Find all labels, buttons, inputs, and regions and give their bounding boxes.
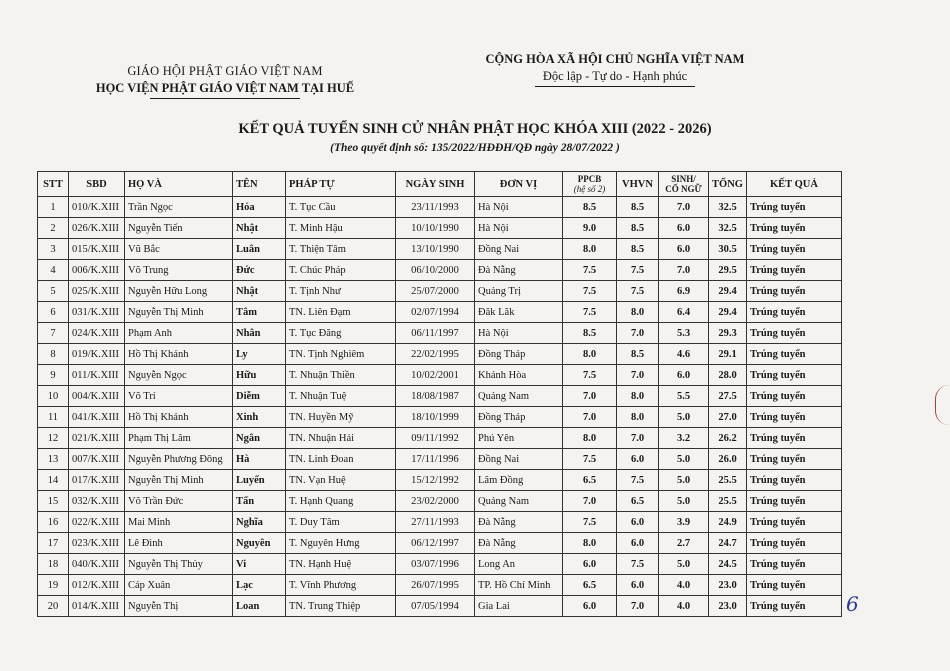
cell-ket-qua: Trúng tuyển xyxy=(747,323,842,344)
cell-ppcb: 7.0 xyxy=(563,407,617,428)
cell-ket-qua: Trúng tuyển xyxy=(747,239,842,260)
cell-ten: Lạc xyxy=(233,575,286,596)
cell-phap-tu: T. Vĩnh Phương xyxy=(286,575,396,596)
cell-vhvn: 8.5 xyxy=(617,344,659,365)
cell-ten: Luân xyxy=(233,239,286,260)
cell-ket-qua: Trúng tuyển xyxy=(747,365,842,386)
cell-ngay-sinh: 27/11/1993 xyxy=(396,512,475,533)
cell-vhvn: 7.5 xyxy=(617,554,659,575)
cell-ten: Ngân xyxy=(233,428,286,449)
cell-don-vi: Quảng Trị xyxy=(475,281,563,302)
cell-ppcb: 8.0 xyxy=(563,239,617,260)
cell-phap-tu: TN. Nhuận Hải xyxy=(286,428,396,449)
cell-ngay-sinh: 23/11/1993 xyxy=(396,197,475,218)
cell-don-vi: Hà Nội xyxy=(475,323,563,344)
col-vhvn: VHVN xyxy=(617,172,659,197)
cell-sbd: 031/K.XIII xyxy=(69,302,125,323)
cell-ho-va: Nguyễn Thị xyxy=(125,596,233,617)
col-stt: STT xyxy=(38,172,69,197)
cell-sinh-co-ngu: 5.0 xyxy=(659,491,709,512)
cell-ngay-sinh: 18/10/1999 xyxy=(396,407,475,428)
cell-ppcb: 6.5 xyxy=(563,470,617,491)
cell-vhvn: 6.5 xyxy=(617,491,659,512)
cell-ket-qua: Trúng tuyển xyxy=(747,302,842,323)
table-row xyxy=(38,386,842,407)
cell-ket-qua: Trúng tuyển xyxy=(747,281,842,302)
cell-don-vi: Khánh Hòa xyxy=(475,365,563,386)
cell-don-vi: Long An xyxy=(475,554,563,575)
table-row xyxy=(38,449,842,470)
cell-tong: 25.5 xyxy=(709,491,747,512)
cell-ten: Tâm xyxy=(233,302,286,323)
cell-don-vi: Hà Nội xyxy=(475,197,563,218)
cell-ngay-sinh: 03/07/1996 xyxy=(396,554,475,575)
cell-ppcb: 8.5 xyxy=(563,197,617,218)
cell-ket-qua: Trúng tuyển xyxy=(747,407,842,428)
cell-stt: 2 xyxy=(38,218,69,239)
cell-ho-va: Võ Trung xyxy=(125,260,233,281)
motto: Độc lập - Tự do - Hạnh phúc xyxy=(542,69,688,83)
cell-stt: 10 xyxy=(38,386,69,407)
cell-ket-qua: Trúng tuyển xyxy=(747,218,842,239)
header-left xyxy=(80,64,370,99)
cell-vhvn: 8.5 xyxy=(617,197,659,218)
cell-vhvn: 6.0 xyxy=(617,533,659,554)
cell-don-vi: Lâm Đồng xyxy=(475,470,563,491)
page-number: 6 xyxy=(846,592,859,616)
cell-vhvn: 7.0 xyxy=(617,365,659,386)
cell-vhvn: 8.0 xyxy=(617,386,659,407)
col-ppcb xyxy=(563,172,617,197)
cell-ho-va: Nguyễn Thị Thủy xyxy=(125,554,233,575)
cell-sinh-co-ngu: 5.5 xyxy=(659,386,709,407)
cell-sbd: 025/K.XIII xyxy=(69,281,125,302)
cell-stt: 4 xyxy=(38,260,69,281)
cell-don-vi: Đà Nẵng xyxy=(475,533,563,554)
cell-sinh-co-ngu: 4.6 xyxy=(659,344,709,365)
cell-sbd: 019/K.XIII xyxy=(69,344,125,365)
cell-tong: 27.0 xyxy=(709,407,747,428)
cell-vhvn: 6.0 xyxy=(617,449,659,470)
results-table xyxy=(37,171,842,617)
cell-ngay-sinh: 17/11/1996 xyxy=(396,449,475,470)
cell-ten: Xinh xyxy=(233,407,286,428)
cell-ngay-sinh: 06/11/1997 xyxy=(396,323,475,344)
cell-stt: 13 xyxy=(38,449,69,470)
cell-stt: 19 xyxy=(38,575,69,596)
cell-ket-qua: Trúng tuyển xyxy=(747,428,842,449)
cell-tong: 23.0 xyxy=(709,575,747,596)
cell-ngay-sinh: 02/07/1994 xyxy=(396,302,475,323)
cell-ket-qua: Trúng tuyển xyxy=(747,533,842,554)
cell-ten: Hữu xyxy=(233,365,286,386)
cell-ket-qua: Trúng tuyển xyxy=(747,386,842,407)
margin-mark xyxy=(935,385,950,425)
cell-ho-va: Mai Minh xyxy=(125,512,233,533)
cell-stt: 7 xyxy=(38,323,69,344)
cell-ppcb: 8.0 xyxy=(563,428,617,449)
cell-phap-tu: TN. Tịnh Nghiêm xyxy=(286,344,396,365)
cell-sbd: 022/K.XIII xyxy=(69,512,125,533)
cell-vhvn: 8.5 xyxy=(617,239,659,260)
cell-phap-tu: T. Nhuận Thiền xyxy=(286,365,396,386)
cell-don-vi: Đồng Tháp xyxy=(475,407,563,428)
cell-ho-va: Trần Ngọc xyxy=(125,197,233,218)
cell-stt: 9 xyxy=(38,365,69,386)
cell-don-vi: Gia Lai xyxy=(475,596,563,617)
cell-stt: 8 xyxy=(38,344,69,365)
cell-phap-tu: TN. Liên Đạm xyxy=(286,302,396,323)
country-name: CỘNG HÒA XÃ HỘI CHỦ NGHĨA VIỆT NAM xyxy=(485,52,745,66)
table-row xyxy=(38,407,842,428)
cell-ppcb: 7.5 xyxy=(563,449,617,470)
cell-stt: 11 xyxy=(38,407,69,428)
cell-ho-va: Phạm Thị Lâm xyxy=(125,428,233,449)
cell-tong: 26.2 xyxy=(709,428,747,449)
cell-ten: Ly xyxy=(233,344,286,365)
cell-phap-tu: TN. Trung Thiệp xyxy=(286,596,396,617)
cell-sbd: 010/K.XIII xyxy=(69,197,125,218)
cell-sinh-co-ngu: 5.0 xyxy=(659,407,709,428)
cell-ho-va: Cáp Xuân xyxy=(125,575,233,596)
cell-vhvn: 6.0 xyxy=(617,575,659,596)
cell-phap-tu: T. Nguyên Hưng xyxy=(286,533,396,554)
cell-don-vi: Đồng Nai xyxy=(475,239,563,260)
cell-ket-qua: Trúng tuyển xyxy=(747,596,842,617)
cell-phap-tu: T. Duy Tâm xyxy=(286,512,396,533)
cell-sbd: 012/K.XIII xyxy=(69,575,125,596)
cell-ket-qua: Trúng tuyển xyxy=(747,344,842,365)
cell-stt: 6 xyxy=(38,302,69,323)
table-row xyxy=(38,323,842,344)
cell-ket-qua: Trúng tuyển xyxy=(747,470,842,491)
cell-don-vi: TP. Hồ Chí Minh xyxy=(475,575,563,596)
cell-ppcb: 8.5 xyxy=(563,323,617,344)
cell-phap-tu: TN. Huyền Mỹ xyxy=(286,407,396,428)
cell-ppcb: 6.0 xyxy=(563,554,617,575)
cell-sbd: 006/K.XIII xyxy=(69,260,125,281)
cell-vhvn: 7.5 xyxy=(617,260,659,281)
cell-stt: 17 xyxy=(38,533,69,554)
cell-sinh-co-ngu: 5.3 xyxy=(659,323,709,344)
cell-sinh-co-ngu: 6.0 xyxy=(659,365,709,386)
cell-sbd: 014/K.XIII xyxy=(69,596,125,617)
cell-ten: Tấn xyxy=(233,491,286,512)
table-row xyxy=(38,428,842,449)
col-ho-va: HỌ VÀ xyxy=(125,172,233,197)
table-row xyxy=(38,260,842,281)
cell-tong: 32.5 xyxy=(709,197,747,218)
cell-sinh-co-ngu: 4.0 xyxy=(659,596,709,617)
cell-ppcb: 8.0 xyxy=(563,533,617,554)
cell-phap-tu: TN. Hạnh Huệ xyxy=(286,554,396,575)
cell-sinh-co-ngu: 7.0 xyxy=(659,260,709,281)
cell-ngay-sinh: 15/12/1992 xyxy=(396,470,475,491)
cell-tong: 26.0 xyxy=(709,449,747,470)
cell-sinh-co-ngu: 4.0 xyxy=(659,575,709,596)
col-tong: TỔNG xyxy=(709,172,747,197)
table-row xyxy=(38,533,842,554)
cell-ten: Nhật xyxy=(233,281,286,302)
table-header-row xyxy=(38,172,842,197)
cell-ngay-sinh: 22/02/1995 xyxy=(396,344,475,365)
table-row xyxy=(38,491,842,512)
cell-ppcb: 9.0 xyxy=(563,218,617,239)
cell-sinh-co-ngu: 6.4 xyxy=(659,302,709,323)
cell-ket-qua: Trúng tuyển xyxy=(747,491,842,512)
cell-sinh-co-ngu: 3.2 xyxy=(659,428,709,449)
table-row xyxy=(38,218,842,239)
cell-ppcb: 7.5 xyxy=(563,365,617,386)
cell-tong: 29.3 xyxy=(709,323,747,344)
cell-tong: 29.4 xyxy=(709,302,747,323)
cell-ten: Hà xyxy=(233,449,286,470)
cell-ngay-sinh: 23/02/2000 xyxy=(396,491,475,512)
cell-ten: Luyến xyxy=(233,470,286,491)
col-phap-tu: PHÁP TỰ xyxy=(286,172,396,197)
cell-tong: 29.5 xyxy=(709,260,747,281)
table-row xyxy=(38,281,842,302)
col-ppcb-label: PPCB xyxy=(577,174,602,184)
cell-vhvn: 8.5 xyxy=(617,218,659,239)
col-don-vi: ĐƠN VỊ xyxy=(475,172,563,197)
cell-ten: Nhật xyxy=(233,218,286,239)
cell-ho-va: Nguyễn Ngọc xyxy=(125,365,233,386)
cell-sbd: 011/K.XIII xyxy=(69,365,125,386)
table-row xyxy=(38,365,842,386)
cell-sbd: 041/K.XIII xyxy=(69,407,125,428)
cell-ppcb: 7.5 xyxy=(563,512,617,533)
cell-tong: 28.0 xyxy=(709,365,747,386)
cell-ho-va: Nguyễn Hữu Long xyxy=(125,281,233,302)
cell-don-vi: Quảng Nam xyxy=(475,491,563,512)
cell-sinh-co-ngu: 5.0 xyxy=(659,470,709,491)
cell-sbd: 007/K.XIII xyxy=(69,449,125,470)
cell-ten: Vi xyxy=(233,554,286,575)
cell-phap-tu: T. Chúc Pháp xyxy=(286,260,396,281)
cell-ho-va: Lê Đình xyxy=(125,533,233,554)
col-sinh-co-ngu-line1: SINH/ xyxy=(671,174,696,184)
header-right-rule xyxy=(535,86,695,87)
col-ppcb-note: (hệ số 2) xyxy=(573,184,606,194)
cell-tong: 29.4 xyxy=(709,281,747,302)
cell-ten: Nghĩa xyxy=(233,512,286,533)
table-row xyxy=(38,554,842,575)
cell-vhvn: 8.0 xyxy=(617,407,659,428)
cell-sbd: 024/K.XIII xyxy=(69,323,125,344)
cell-tong: 27.5 xyxy=(709,386,747,407)
cell-stt: 15 xyxy=(38,491,69,512)
cell-sinh-co-ngu: 6.0 xyxy=(659,218,709,239)
cell-ngay-sinh: 10/10/1990 xyxy=(396,218,475,239)
table-row xyxy=(38,302,842,323)
cell-tong: 32.5 xyxy=(709,218,747,239)
cell-sbd: 015/K.XIII xyxy=(69,239,125,260)
cell-ho-va: Võ Trần Đức xyxy=(125,491,233,512)
cell-phap-tu: T. Tục Đăng xyxy=(286,323,396,344)
cell-vhvn: 7.5 xyxy=(617,281,659,302)
cell-vhvn: 7.5 xyxy=(617,470,659,491)
cell-ngay-sinh: 06/10/2000 xyxy=(396,260,475,281)
header-left-rule xyxy=(150,98,300,99)
cell-ppcb: 7.0 xyxy=(563,491,617,512)
cell-ppcb: 6.5 xyxy=(563,575,617,596)
cell-ppcb: 7.5 xyxy=(563,260,617,281)
cell-sbd: 017/K.XIII xyxy=(69,470,125,491)
table-row xyxy=(38,512,842,533)
cell-sinh-co-ngu: 5.0 xyxy=(659,449,709,470)
cell-vhvn: 7.0 xyxy=(617,323,659,344)
document-subtitle: (Theo quyết định số: 135/2022/HĐĐH/QĐ ngày 28/07/2022 ) xyxy=(330,142,620,154)
cell-stt: 20 xyxy=(38,596,69,617)
cell-vhvn: 7.0 xyxy=(617,428,659,449)
table-row xyxy=(38,344,842,365)
cell-sinh-co-ngu: 6.0 xyxy=(659,239,709,260)
cell-don-vi: Hà Nội xyxy=(475,218,563,239)
cell-don-vi: Đồng Nai xyxy=(475,449,563,470)
cell-ten: Hóa xyxy=(233,197,286,218)
cell-ten: Diễm xyxy=(233,386,286,407)
cell-tong: 25.5 xyxy=(709,470,747,491)
cell-ho-va: Phạm Anh xyxy=(125,323,233,344)
cell-don-vi: Đà Nẵng xyxy=(475,512,563,533)
cell-sinh-co-ngu: 3.9 xyxy=(659,512,709,533)
cell-sinh-co-ngu: 7.0 xyxy=(659,197,709,218)
cell-don-vi: Đồng Tháp xyxy=(475,344,563,365)
cell-ho-va: Võ Trí xyxy=(125,386,233,407)
col-ket-qua: KẾT QUẢ xyxy=(747,172,842,197)
cell-tong: 29.1 xyxy=(709,344,747,365)
cell-phap-tu: T. Tịnh Như xyxy=(286,281,396,302)
table-row xyxy=(38,596,842,617)
cell-ho-va: Nguyễn Tiến xyxy=(125,218,233,239)
cell-ppcb: 8.0 xyxy=(563,344,617,365)
cell-stt: 3 xyxy=(38,239,69,260)
table-row xyxy=(38,575,842,596)
cell-sbd: 021/K.XIII xyxy=(69,428,125,449)
cell-ho-va: Nguyễn Thị Minh xyxy=(125,470,233,491)
cell-sbd: 032/K.XIII xyxy=(69,491,125,512)
cell-ppcb: 7.5 xyxy=(563,281,617,302)
institute-name: HỌC VIỆN PHẬT GIÁO VIỆT NAM TẠI HUẾ xyxy=(95,81,355,95)
header-right xyxy=(470,52,760,87)
cell-ho-va: Vũ Bắc xyxy=(125,239,233,260)
cell-tong: 24.9 xyxy=(709,512,747,533)
cell-sinh-co-ngu: 2.7 xyxy=(659,533,709,554)
cell-ho-va: Nguyễn Thị Minh xyxy=(125,302,233,323)
cell-ngay-sinh: 25/07/2000 xyxy=(396,281,475,302)
cell-don-vi: Đăk Lăk xyxy=(475,302,563,323)
table-row xyxy=(38,239,842,260)
cell-phap-tu: TN. Vạn Huệ xyxy=(286,470,396,491)
cell-ket-qua: Trúng tuyển xyxy=(747,554,842,575)
cell-ppcb: 7.0 xyxy=(563,386,617,407)
cell-tong: 24.5 xyxy=(709,554,747,575)
cell-phap-tu: T. Tục Cầu xyxy=(286,197,396,218)
cell-sinh-co-ngu: 5.0 xyxy=(659,554,709,575)
cell-ket-qua: Trúng tuyển xyxy=(747,512,842,533)
cell-stt: 1 xyxy=(38,197,69,218)
cell-ngay-sinh: 06/12/1997 xyxy=(396,533,475,554)
cell-phap-tu: T. Thiện Tâm xyxy=(286,239,396,260)
cell-ppcb: 7.5 xyxy=(563,302,617,323)
cell-ngay-sinh: 26/07/1995 xyxy=(396,575,475,596)
col-ngay-sinh: NGÀY SINH xyxy=(396,172,475,197)
cell-ngay-sinh: 18/08/1987 xyxy=(396,386,475,407)
cell-ngay-sinh: 07/05/1994 xyxy=(396,596,475,617)
cell-phap-tu: T. Nhuận Tuệ xyxy=(286,386,396,407)
cell-phap-tu: T. Hạnh Quang xyxy=(286,491,396,512)
cell-phap-tu: T. Minh Hậu xyxy=(286,218,396,239)
cell-stt: 12 xyxy=(38,428,69,449)
document-title: KẾT QUẢ TUYỂN SINH CỬ NHÂN PHẬT HỌC KHÓA XIII (2022 - 2026) xyxy=(238,121,712,137)
cell-ket-qua: Trúng tuyển xyxy=(747,449,842,470)
col-ten: TÊN xyxy=(233,172,286,197)
cell-vhvn: 7.0 xyxy=(617,596,659,617)
cell-don-vi: Quảng Nam xyxy=(475,386,563,407)
cell-ket-qua: Trúng tuyển xyxy=(747,260,842,281)
col-sbd: SBD xyxy=(69,172,125,197)
cell-phap-tu: TN. Linh Đoan xyxy=(286,449,396,470)
cell-don-vi: Đà Nẵng xyxy=(475,260,563,281)
col-sinh-co-ngu-line2: CỔ NGỮ xyxy=(665,184,702,194)
col-sinh-co-ngu xyxy=(659,172,709,197)
cell-sinh-co-ngu: 6.9 xyxy=(659,281,709,302)
cell-vhvn: 6.0 xyxy=(617,512,659,533)
cell-ket-qua: Trúng tuyển xyxy=(747,197,842,218)
cell-ten: Đức xyxy=(233,260,286,281)
cell-ngay-sinh: 10/02/2001 xyxy=(396,365,475,386)
cell-vhvn: 8.0 xyxy=(617,302,659,323)
cell-ten: Nguyên xyxy=(233,533,286,554)
cell-sbd: 040/K.XIII xyxy=(69,554,125,575)
table-row xyxy=(38,470,842,491)
cell-ngay-sinh: 09/11/1992 xyxy=(396,428,475,449)
cell-tong: 24.7 xyxy=(709,533,747,554)
cell-sbd: 004/K.XIII xyxy=(69,386,125,407)
cell-sbd: 026/K.XIII xyxy=(69,218,125,239)
cell-ket-qua: Trúng tuyển xyxy=(747,575,842,596)
table-row xyxy=(38,197,842,218)
cell-stt: 16 xyxy=(38,512,69,533)
cell-ngay-sinh: 13/10/1990 xyxy=(396,239,475,260)
cell-ten: Nhân xyxy=(233,323,286,344)
cell-ten: Loan xyxy=(233,596,286,617)
cell-tong: 23.0 xyxy=(709,596,747,617)
cell-ho-va: Nguyễn Phương Đông xyxy=(125,449,233,470)
cell-ho-va: Hồ Thị Khánh xyxy=(125,407,233,428)
cell-stt: 18 xyxy=(38,554,69,575)
cell-ho-va: Hồ Thị Khánh xyxy=(125,344,233,365)
org-name: GIÁO HỘI PHẬT GIÁO VIỆT NAM xyxy=(127,64,323,78)
cell-stt: 14 xyxy=(38,470,69,491)
cell-tong: 30.5 xyxy=(709,239,747,260)
cell-sbd: 023/K.XIII xyxy=(69,533,125,554)
cell-don-vi: Phú Yên xyxy=(475,428,563,449)
cell-ppcb: 6.0 xyxy=(563,596,617,617)
cell-stt: 5 xyxy=(38,281,69,302)
